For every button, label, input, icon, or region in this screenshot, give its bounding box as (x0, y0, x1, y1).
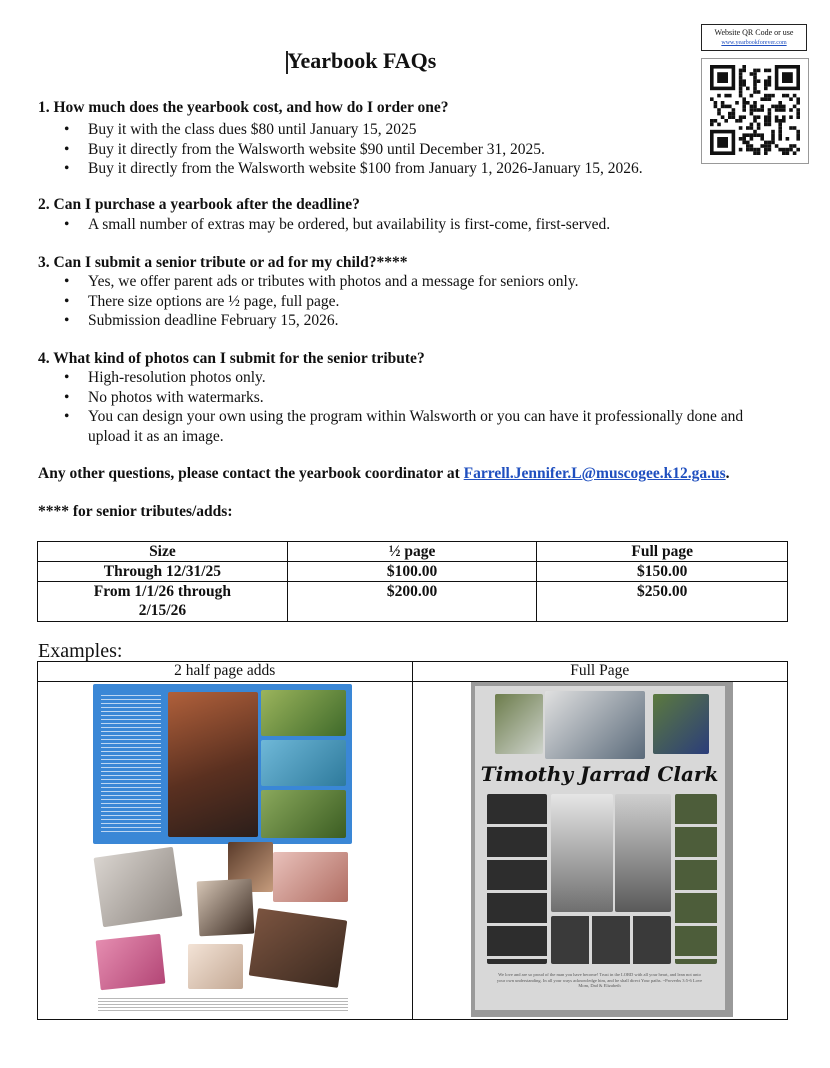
right-photo-column (675, 794, 717, 964)
faq-question-1: 1. How much does the yearbook cost, and how do I order one? (38, 99, 449, 116)
table-row (38, 582, 788, 622)
full-page-caption: We love and are so proud of the man you have become! Trust in the LORD with all your heart, and lean not unto your own understanding. In all your ways acknowledge him, and he shall direct Your paths. ~Proverbs 3:5-6 Love Mom, Dad & Elizabeth (496, 972, 703, 988)
collage-photo (197, 879, 255, 937)
qr-link[interactable]: www.yearbookforever.com (721, 40, 787, 46)
full-page-ad (471, 682, 733, 1017)
examples-header-full: Full Page (412, 662, 788, 682)
table-cell: Through 12/31/25 (38, 562, 288, 582)
examples-label: Examples: (38, 640, 123, 662)
table-cell: $100.00 (287, 562, 537, 582)
contact-text: Any other questions, please contact the yearbook coordinator at (38, 465, 464, 482)
collage-caption-lines (98, 996, 348, 1012)
full-page-name: Timothy Jarrad Clark (480, 762, 719, 786)
portrait-photo (168, 692, 258, 837)
table-header: Full page (537, 542, 788, 562)
table-cell: $150.00 (537, 562, 788, 582)
collage-photo (94, 847, 183, 927)
table-cell-text: From 1/1/26 through 2/15/26 (93, 583, 232, 619)
examples-header-half: 2 half page adds (38, 662, 413, 682)
examples-header-row (38, 662, 788, 682)
half-page-ad-blue (93, 684, 352, 844)
faq-answers-1 (38, 120, 758, 179)
table-cell: $250.00 (537, 582, 788, 622)
table-cell: $200.00 (287, 582, 537, 622)
table-header: ½ page (287, 542, 537, 562)
price-table (37, 541, 788, 622)
contact-line (38, 465, 730, 483)
faq-answer: • No photos with watermarks. (38, 388, 778, 408)
faq-question-3: 3. Can I submit a senior tribute or ad for my child?**** (38, 254, 408, 271)
tribute-note: **** for senior tributes/adds: (38, 503, 233, 520)
collage-photo (188, 944, 243, 989)
faq-question-2: 2. Can I purchase a yearbook after the deadline? (38, 196, 360, 213)
faq-answers-2 (38, 215, 758, 235)
faq-answers-3 (38, 272, 758, 331)
faq-answer: • There size options are ½ page, full page. (38, 292, 758, 312)
faq-answer: • You can design your own using the program within Walsworth or you can have it professionally done and upload it as an image. (38, 407, 778, 446)
photo-thumb (261, 690, 346, 736)
examples-image-row (38, 682, 788, 1020)
man-photo (615, 794, 671, 912)
qr-label-box (701, 24, 807, 51)
top-photo (653, 694, 709, 754)
faq-answer: • High-resolution photos only. (38, 368, 778, 388)
faq-answer: • Buy it directly from the Walsworth website $100 from January 1, 2026-January 15, 2026. (38, 159, 758, 179)
faq-answer: • Yes, we offer parent ads or tributes with photos and a message for seniors only. (38, 272, 758, 292)
baby-photo (551, 794, 613, 912)
collage-photo (96, 934, 166, 991)
collage-photo (249, 908, 348, 988)
photo-thumb (261, 740, 346, 786)
top-photo (495, 694, 543, 754)
examples-table (37, 661, 788, 1020)
table-row (38, 562, 788, 582)
full-page-example (412, 682, 788, 1020)
collage-photo (273, 852, 348, 902)
contact-email-link[interactable]: Farrell.Jennifer.L@muscogee.k12.ga.us (463, 465, 726, 482)
bottom-photo-row (551, 916, 671, 964)
qr-label: Website QR Code or use (714, 28, 794, 37)
faq-answer: • Buy it directly from the Walsworth website $90 until December 31, 2025. (38, 140, 758, 160)
half-page-example (38, 682, 413, 1020)
faq-answer: • A small number of extras may be ordered, but availability is first-come, first-served. (38, 215, 758, 235)
faq-answer: • Submission deadline February 15, 2026. (38, 311, 758, 331)
faq-question-4: 4. What kind of photos can I submit for the senior tribute? (38, 350, 425, 367)
page-title: Yearbook FAQs (287, 48, 437, 73)
top-photo (545, 691, 645, 759)
faq-answer: • Buy it with the class dues $80 until January 15, 2025 (38, 120, 758, 140)
contact-end: . (725, 465, 730, 482)
table-header-row (38, 542, 788, 562)
ad-text-block (101, 692, 161, 832)
faq-answers-4 (38, 368, 778, 446)
full-page-inner (475, 686, 725, 1010)
table-cell (38, 582, 288, 622)
photo-thumb (261, 790, 346, 838)
table-header: Size (38, 542, 288, 562)
left-photo-column (487, 794, 547, 964)
